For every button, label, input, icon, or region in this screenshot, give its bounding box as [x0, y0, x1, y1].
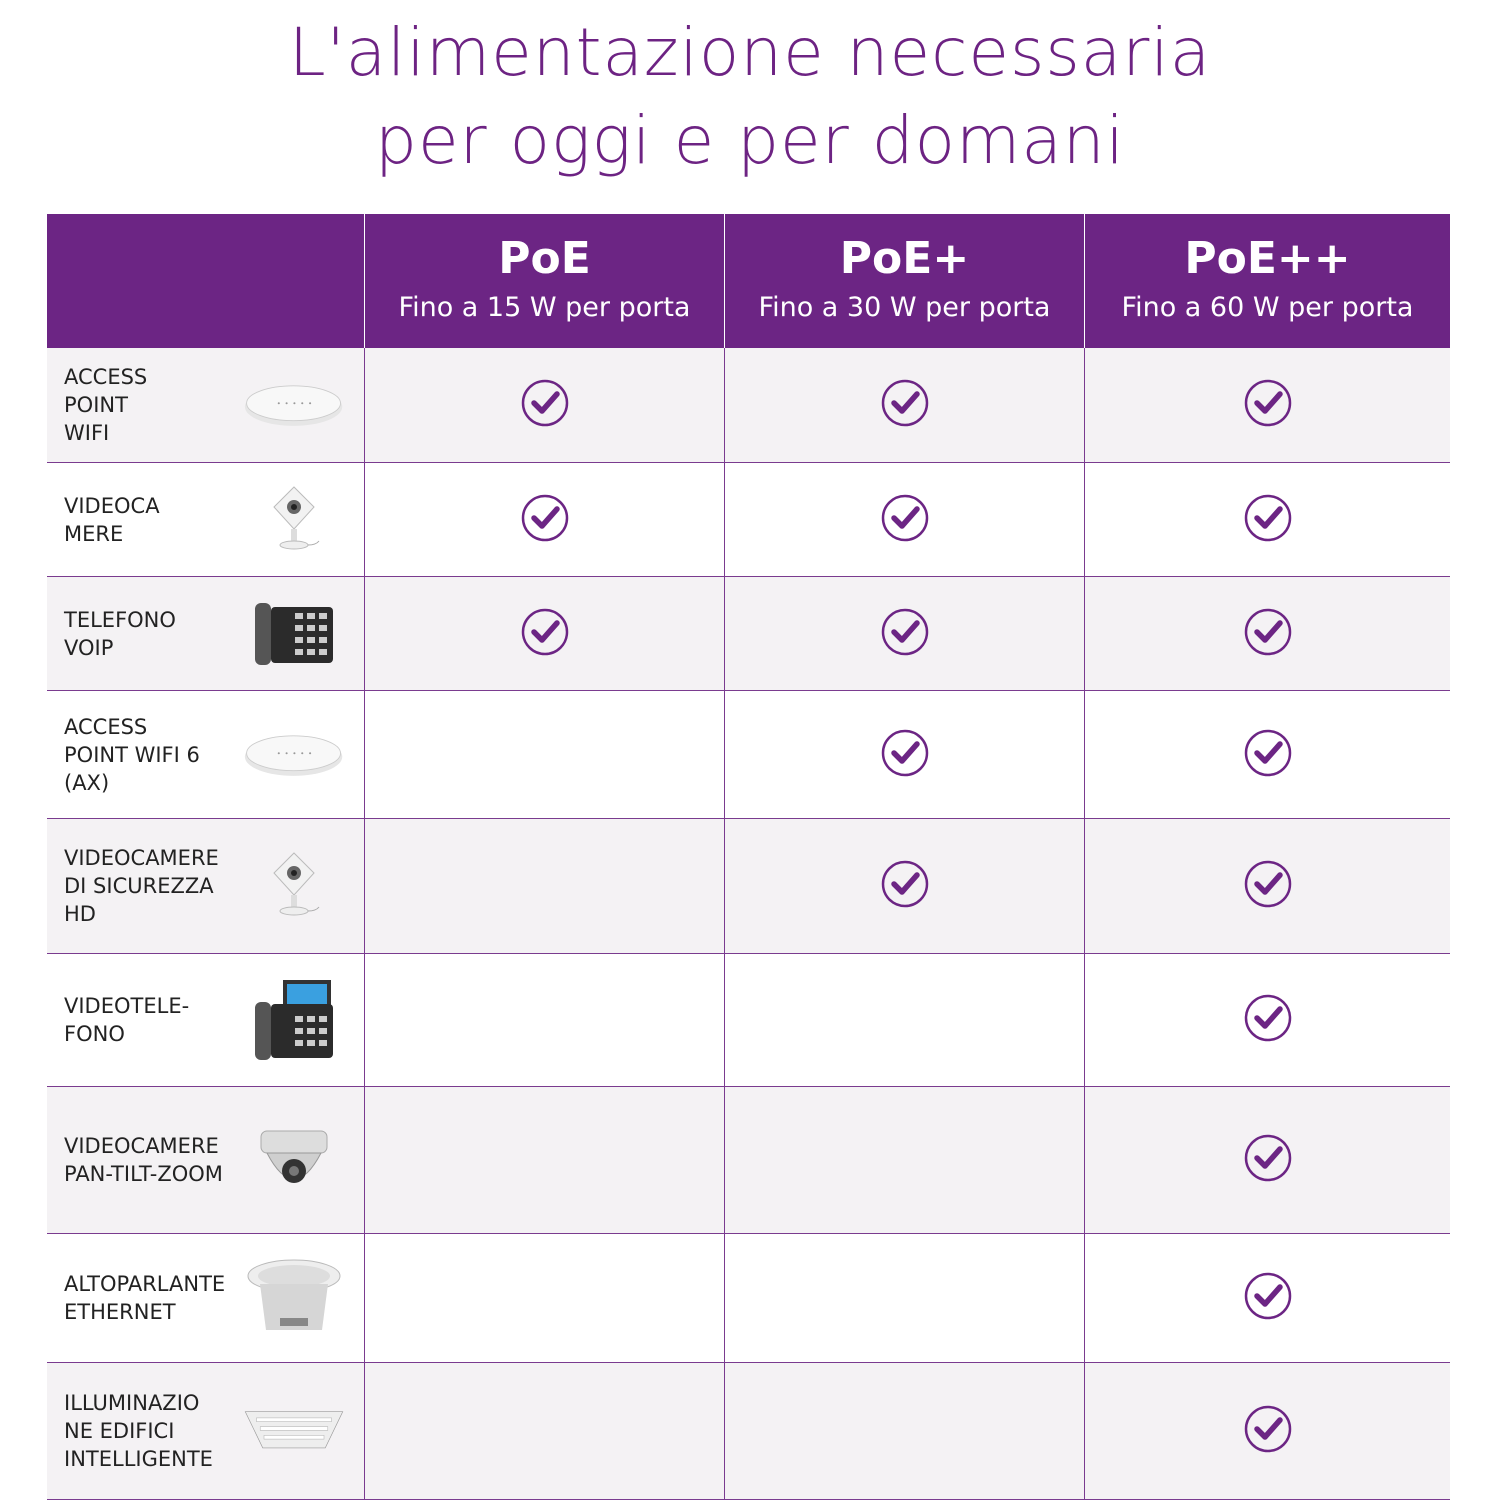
- video-phone-icon: [244, 980, 344, 1060]
- support-cell: [1084, 463, 1450, 576]
- support-cell: [364, 577, 724, 690]
- check-icon: [521, 608, 569, 660]
- support-cell: [364, 819, 724, 953]
- check-icon: [881, 860, 929, 912]
- device-cell: [47, 1087, 364, 1233]
- page-title-line-1: L'alimentazione necessaria: [288, 14, 1212, 91]
- check-icon: [1244, 994, 1292, 1046]
- check-icon: [881, 608, 929, 660]
- table-row: [47, 691, 1450, 819]
- device-label: VIDEOCA MERE: [64, 493, 160, 546]
- check-icon: [521, 494, 569, 546]
- device-cell: [47, 954, 364, 1086]
- device-label: ACCESS POINT WIFI: [64, 365, 148, 445]
- support-cell: [364, 691, 724, 818]
- column-name: PoE+: [839, 233, 970, 284]
- support-cell: [1084, 577, 1450, 690]
- header-poe-plus-plus: [1084, 214, 1450, 348]
- check-icon: [881, 729, 929, 781]
- support-cell: [1084, 348, 1450, 462]
- table-header: [47, 214, 1450, 348]
- support-cell: [724, 348, 1084, 462]
- column-sub: Fino a 60 W per porta: [1121, 292, 1414, 323]
- camera-icon: [244, 846, 344, 926]
- header-poe-plus: [724, 214, 1084, 348]
- column-sub: Fino a 15 W per porta: [398, 292, 691, 323]
- check-icon: [1244, 860, 1292, 912]
- phone-icon: [244, 594, 344, 674]
- camera-icon: [244, 480, 344, 560]
- device-label: VIDEOCAMERE PAN-TILT-ZOOM: [64, 1134, 223, 1186]
- support-cell: [364, 463, 724, 576]
- device-label: ALTOPARLANTE ETHERNET: [64, 1272, 226, 1324]
- device-cell: [47, 463, 364, 576]
- check-icon: [521, 379, 569, 431]
- device-cell: [47, 577, 364, 690]
- comparison-table: [47, 214, 1450, 1500]
- check-icon: [1244, 494, 1292, 546]
- check-icon: [1244, 1134, 1292, 1186]
- check-icon: [1244, 608, 1292, 660]
- support-cell: [724, 1363, 1084, 1499]
- column-sub: Fino a 30 W per porta: [758, 292, 1051, 323]
- check-icon: [881, 379, 929, 431]
- support-cell: [724, 691, 1084, 818]
- device-label: ILLUMINAZIO NE EDIFICI INTELLIGENTE: [64, 1391, 213, 1471]
- check-icon: [881, 494, 929, 546]
- device-cell: [47, 691, 364, 818]
- column-name: PoE++: [1184, 233, 1351, 284]
- support-cell: [724, 577, 1084, 690]
- support-cell: [364, 1234, 724, 1362]
- support-cell: [1084, 1234, 1450, 1362]
- support-cell: [1084, 691, 1450, 818]
- access-point-icon: [244, 715, 344, 795]
- speaker-icon: [244, 1258, 344, 1338]
- table-row: [47, 348, 1450, 463]
- check-icon: [1244, 729, 1292, 781]
- table-row: [47, 819, 1450, 954]
- header-poe: [364, 214, 724, 348]
- table-row: [47, 954, 1450, 1087]
- table-row: [47, 1234, 1450, 1363]
- table-row: [47, 1363, 1450, 1500]
- check-icon: [1244, 1272, 1292, 1324]
- device-cell: [47, 1234, 364, 1362]
- table-body: [47, 348, 1450, 1500]
- check-icon: [1244, 379, 1292, 431]
- access-point-icon: [244, 365, 344, 445]
- device-label: VIDEOTELE- FONO: [64, 994, 190, 1046]
- support-cell: [1084, 954, 1450, 1086]
- support-cell: [1084, 1087, 1450, 1233]
- table-row: [47, 577, 1450, 691]
- support-cell: [724, 1234, 1084, 1362]
- support-cell: [724, 463, 1084, 576]
- device-label: TELEFONO VOIP: [64, 607, 176, 660]
- device-label: VIDEOCAMERE DI SICUREZZA HD: [64, 846, 219, 926]
- dome-camera-icon: [244, 1120, 344, 1200]
- page-title-line-2: per oggi e per domani: [375, 102, 1125, 179]
- header-empty: [47, 214, 364, 348]
- support-cell: [1084, 1363, 1450, 1499]
- device-cell: [47, 348, 364, 462]
- column-name: PoE: [498, 233, 591, 284]
- device-label: ACCESS POINT WIFI 6 (AX): [64, 714, 200, 795]
- support-cell: [724, 1087, 1084, 1233]
- device-cell: [47, 1363, 364, 1499]
- check-icon: [1244, 1405, 1292, 1457]
- device-cell: [47, 819, 364, 953]
- support-cell: [724, 954, 1084, 1086]
- light-fixture-icon: [244, 1391, 344, 1471]
- support-cell: [724, 819, 1084, 953]
- support-cell: [364, 954, 724, 1086]
- support-cell: [364, 348, 724, 462]
- table-row: [47, 1087, 1450, 1234]
- support-cell: [364, 1363, 724, 1499]
- table-row: [47, 463, 1450, 577]
- support-cell: [1084, 819, 1450, 953]
- support-cell: [364, 1087, 724, 1233]
